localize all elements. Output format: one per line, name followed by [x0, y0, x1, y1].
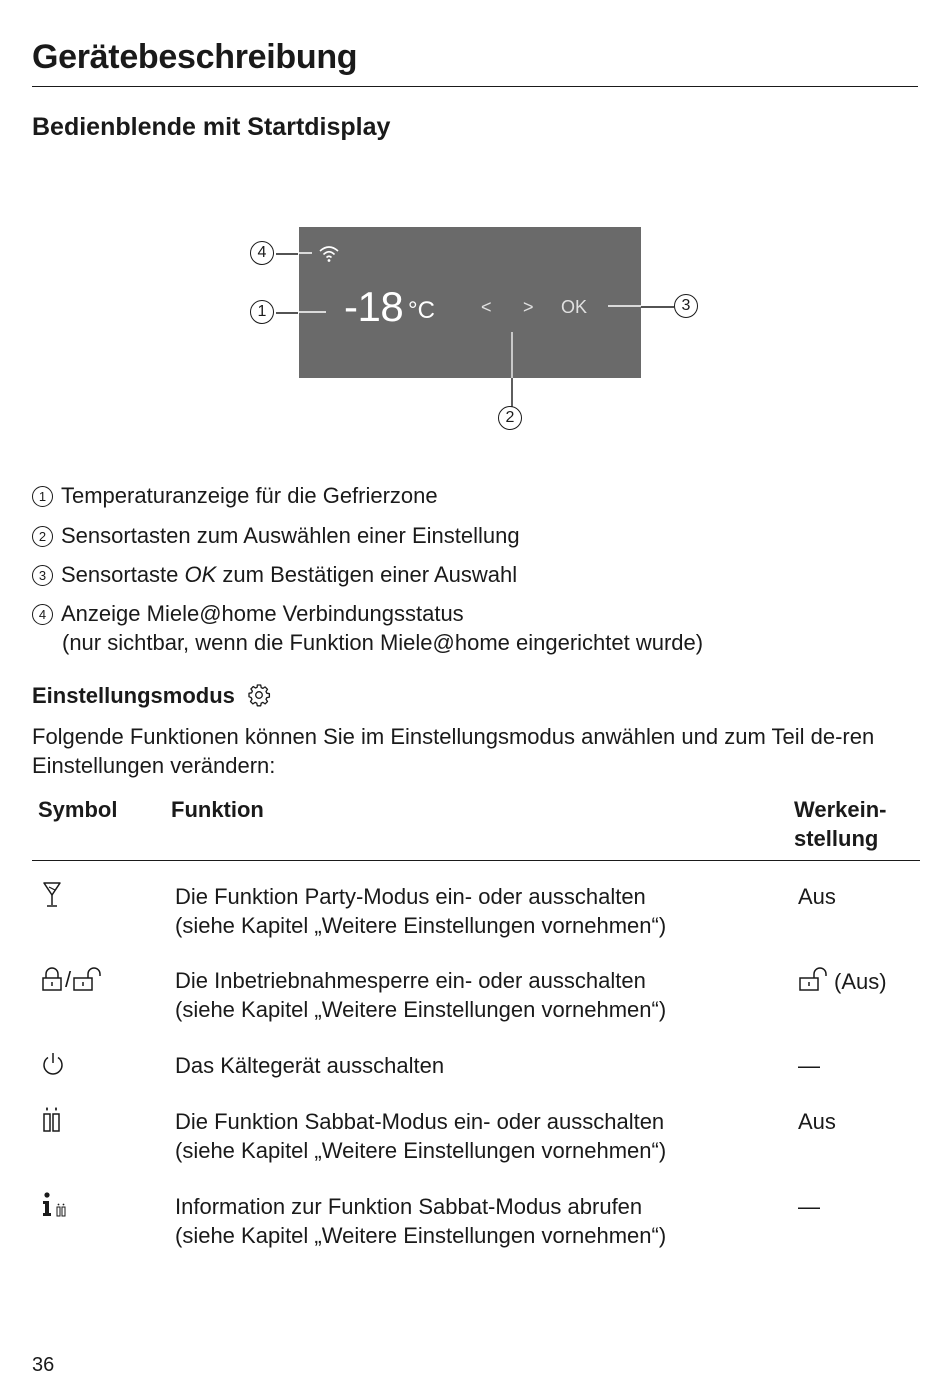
row-function-line1: Die Funktion Party-Modus ein- oder ausschalten — [175, 884, 646, 909]
party-glass-icon — [40, 880, 64, 910]
row-function-line1: Information zur Funktion Sabbat-Modus abrufen — [175, 1194, 643, 1219]
legend-text-post: zum Bestätigen einer Auswahl — [216, 562, 518, 587]
callout-2: 2 — [498, 406, 522, 430]
info-sabbath-icon — [40, 1191, 70, 1219]
table-header-symbol: Symbol — [38, 797, 118, 822]
lock-icon — [40, 966, 64, 992]
row-function-line1: Das Kältegerät ausschalten — [175, 1053, 445, 1078]
row-function — [175, 1192, 666, 1250]
gear-icon — [247, 683, 271, 707]
legend-text-pre: Sensortaste — [61, 562, 185, 587]
left-arrow-key[interactable]: < — [481, 297, 492, 317]
settings-intro: Folgende Funktionen können Sie im Einstellungsmodus anwählen und zum Teil de-ren Einstellungen verändern: — [32, 724, 875, 778]
row-function — [175, 1051, 444, 1080]
callout-1: 1 — [250, 300, 274, 324]
row-function — [175, 1107, 666, 1165]
unlock-icon — [72, 966, 102, 992]
temperature-readout: -18 — [344, 283, 404, 330]
settings-heading — [32, 683, 271, 709]
row-default: — — [798, 1194, 820, 1219]
legend-text: Sensortasten zum Auswählen einer Einstellung — [61, 523, 520, 548]
row-default: Aus — [798, 1109, 836, 1134]
callout-3: 3 — [674, 294, 698, 318]
temperature-unit: °C — [408, 297, 435, 324]
lock-unlock-symbol — [40, 966, 102, 992]
row-function-line2: (siehe Kapitel „Weitere Einstellungen vornehmen“) — [175, 1138, 667, 1163]
right-arrow-key[interactable]: > — [523, 297, 534, 317]
legend-num: 2 — [32, 526, 53, 547]
ok-key[interactable]: OK — [561, 297, 588, 317]
legend-num: 4 — [32, 604, 53, 625]
wifi-icon — [318, 243, 340, 263]
row-function-line2: (siehe Kapitel „Weitere Einstellungen vornehmen“) — [175, 997, 667, 1022]
row-default: — — [798, 1053, 820, 1078]
row-function-line1: Die Funktion Sabbat-Modus ein- oder ausschalten — [175, 1109, 665, 1134]
figure-leader-lines — [0, 0, 950, 460]
callout-4: 4 — [250, 241, 274, 265]
table-header-function: Funktion — [171, 797, 264, 822]
legend-item-1 — [32, 481, 438, 510]
row-default — [798, 966, 887, 996]
row-function-line1: Die Inbetriebnahmesperre ein- oder ausschalten — [175, 968, 646, 993]
display-figure — [0, 0, 950, 460]
row-function-line2: (siehe Kapitel „Weitere Einstellungen vornehmen“) — [175, 913, 667, 938]
row-function — [175, 966, 666, 1024]
row-default: Aus — [798, 884, 836, 909]
table-divider — [32, 860, 920, 861]
legend-num: 3 — [32, 565, 53, 586]
unlock-icon — [798, 966, 828, 992]
sabbath-candles-icon — [40, 1105, 64, 1133]
table-header-default-line1: Werkein- — [794, 797, 887, 822]
settings-heading-text: Einstellungsmodus — [32, 683, 235, 708]
legend-item-4 — [32, 599, 703, 657]
row-function-line2: (siehe Kapitel „Weitere Einstellungen vornehmen“) — [175, 1223, 667, 1248]
table-header-default-line2: stellung — [794, 826, 879, 851]
legend-subtext: (nur sichtbar, wenn die Funktion Miele@home eingerichtet wurde) — [62, 630, 704, 655]
row-default-text: (Aus) — [834, 969, 887, 994]
legend-item-3 — [32, 560, 517, 589]
row-function — [175, 882, 666, 940]
power-icon — [40, 1051, 66, 1077]
legend-text: Temperaturanzeige für die Gefrierzone — [61, 483, 438, 508]
table-header-default — [794, 795, 887, 853]
legend-text: Anzeige Miele@home Verbindungsstatus — [61, 601, 464, 626]
page-number: 36 — [32, 1354, 55, 1376]
legend-num: 1 — [32, 486, 53, 507]
legend-text-ok: OK — [184, 562, 217, 587]
page-title: Gerätebeschreibung — [32, 38, 358, 76]
section-title: Bedienblende mit Startdisplay — [32, 113, 391, 141]
lock-separator: / — [65, 967, 72, 992]
legend-item-2 — [32, 521, 520, 550]
